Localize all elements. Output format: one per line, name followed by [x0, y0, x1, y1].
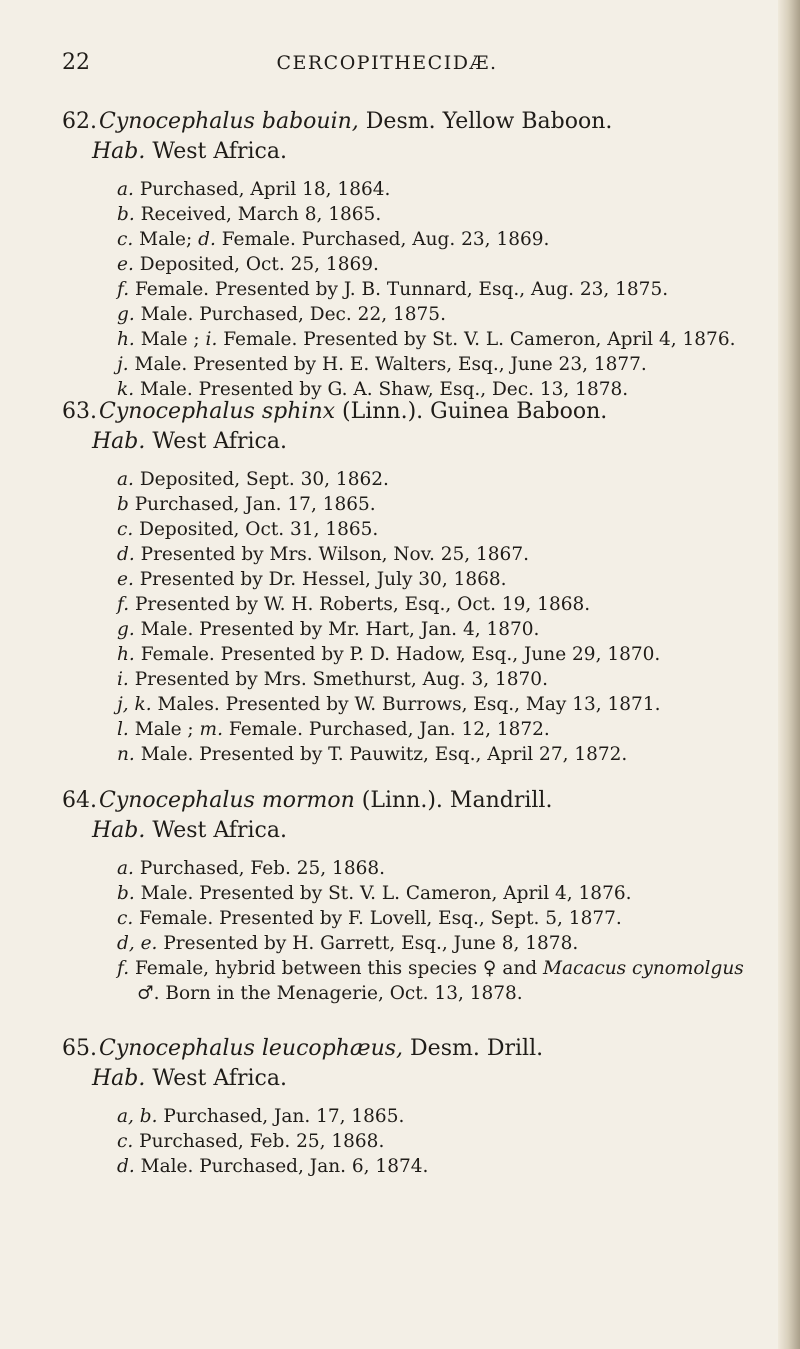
species-authority: Desm. [365, 109, 436, 134]
list-item: g. Male. Purchased, Dec. 22, 1875. [117, 304, 446, 325]
species-authority: (Linn.). [342, 399, 424, 424]
list-item: a. Purchased, April 18, 1864. [117, 179, 391, 200]
running-head: CERCOPITHECIDÆ. [276, 52, 498, 74]
common-name: Yellow Baboon. [442, 109, 613, 134]
list-item: l. Male ; m. Female. Purchased, Jan. 12, 1872. [117, 719, 550, 740]
list-item: e. Deposited, Oct. 25, 1869. [117, 254, 379, 275]
hab-label: Hab. [92, 429, 146, 454]
entry-number: 65. [62, 1036, 97, 1061]
common-name: Guinea Baboon. [430, 399, 608, 424]
page-number: 22 [62, 50, 90, 75]
list-item: h. Male ; i. Female. Presented by St. V. L. Cameron, April 4, 1876. [117, 329, 736, 350]
list-item: d, e. Presented by H. Garrett, Esq., June 8, 1878. [117, 933, 579, 954]
list-item: a, b. Purchased, Jan. 17, 1865. [117, 1106, 405, 1127]
list-item: g. Male. Presented by Mr. Hart, Jan. 4, 1870. [117, 619, 540, 640]
hab-label: Hab. [92, 139, 146, 164]
hab-value: West Africa. [152, 429, 287, 454]
list-item: d. Presented by Mrs. Wilson, Nov. 25, 1867. [117, 544, 529, 565]
hab-value: West Africa. [152, 1066, 287, 1091]
list-item: c. Deposited, Oct. 31, 1865. [117, 519, 379, 540]
habitat-line [62, 1064, 762, 1094]
list-item: b. Received, March 8, 1865. [117, 204, 382, 225]
list-item: b Purchased, Jan. 17, 1865. [117, 494, 376, 515]
list-item: b. Male. Presented by St. V. L. Cameron, April 4, 1876. [117, 883, 632, 904]
species-entry-62 [62, 107, 762, 402]
common-name: Mandrill. [449, 788, 553, 813]
list-item: e. Presented by Dr. Hessel, July 30, 1868. [117, 569, 507, 590]
common-name: Drill. [486, 1036, 544, 1061]
species-title [62, 786, 762, 816]
list-item: a. Purchased, Feb. 25, 1868. [117, 858, 386, 879]
page-edge-shadow [778, 0, 800, 1349]
species-authority: (Linn.). [361, 788, 443, 813]
list-item: f. Presented by W. H. Roberts, Esq., Oct. 19, 1868. [117, 594, 591, 615]
species-name: Cynocephalus mormon [99, 788, 355, 813]
list-item: f. Female, hybrid between this species ♀ and Macacus cynomolgus ♂. Born in the Menagerie, Oct. 13, 1878. [117, 958, 744, 1004]
list-item: j. Male. Presented by H. E. Walters, Esq., June 23, 1877. [117, 354, 647, 375]
species-name: Cynocephalus leucophæus, [99, 1036, 404, 1061]
list-item: c. Female. Presented by F. Lovell, Esq., Sept. 5, 1877. [117, 908, 622, 929]
list-item: c. Purchased, Feb. 25, 1868. [117, 1131, 385, 1152]
list-item: f. Female. Presented by J. B. Tunnard, Esq., Aug. 23, 1875. [117, 279, 669, 300]
species-entry-63 [62, 397, 762, 767]
list-item: n. Male. Presented by T. Pauwitz, Esq., April 27, 1872. [117, 744, 628, 765]
species-name: Cynocephalus sphinx [99, 399, 336, 424]
species-title [62, 1034, 762, 1064]
species-title [62, 397, 762, 427]
list-item: a. Deposited, Sept. 30, 1862. [117, 469, 389, 490]
habitat-line [62, 427, 762, 457]
species-authority: Desm. [410, 1036, 480, 1061]
habitat-line [62, 137, 762, 167]
page-header [62, 50, 712, 86]
list-item: h. Female. Presented by P. D. Hadow, Esq., June 29, 1870. [117, 644, 661, 665]
species-name: Cynocephalus babouin, [99, 109, 359, 134]
list-item: k. Male. Presented by G. A. Shaw, Esq., Dec. 13, 1878. [117, 379, 629, 400]
hab-label: Hab. [92, 818, 146, 843]
list-item: j, k. Males. Presented by W. Burrows, Esq., May 13, 1871. [117, 694, 661, 715]
list-item: i. Presented by Mrs. Smethurst, Aug. 3, 1870. [117, 669, 548, 690]
habitat-line [62, 816, 762, 846]
list-item: d. Male. Purchased, Jan. 6, 1874. [117, 1156, 429, 1177]
species-entry-64 [62, 786, 762, 1006]
species-entry-65 [62, 1034, 762, 1179]
list-item: c. Male; d. Female. Purchased, Aug. 23, 1869. [117, 229, 550, 250]
hab-value: West Africa. [152, 139, 287, 164]
entry-number: 63. [62, 399, 97, 424]
hab-label: Hab. [92, 1066, 146, 1091]
hab-value: West Africa. [152, 818, 287, 843]
species-title [62, 107, 762, 137]
entry-number: 62. [62, 109, 97, 134]
entry-number: 64. [62, 788, 97, 813]
